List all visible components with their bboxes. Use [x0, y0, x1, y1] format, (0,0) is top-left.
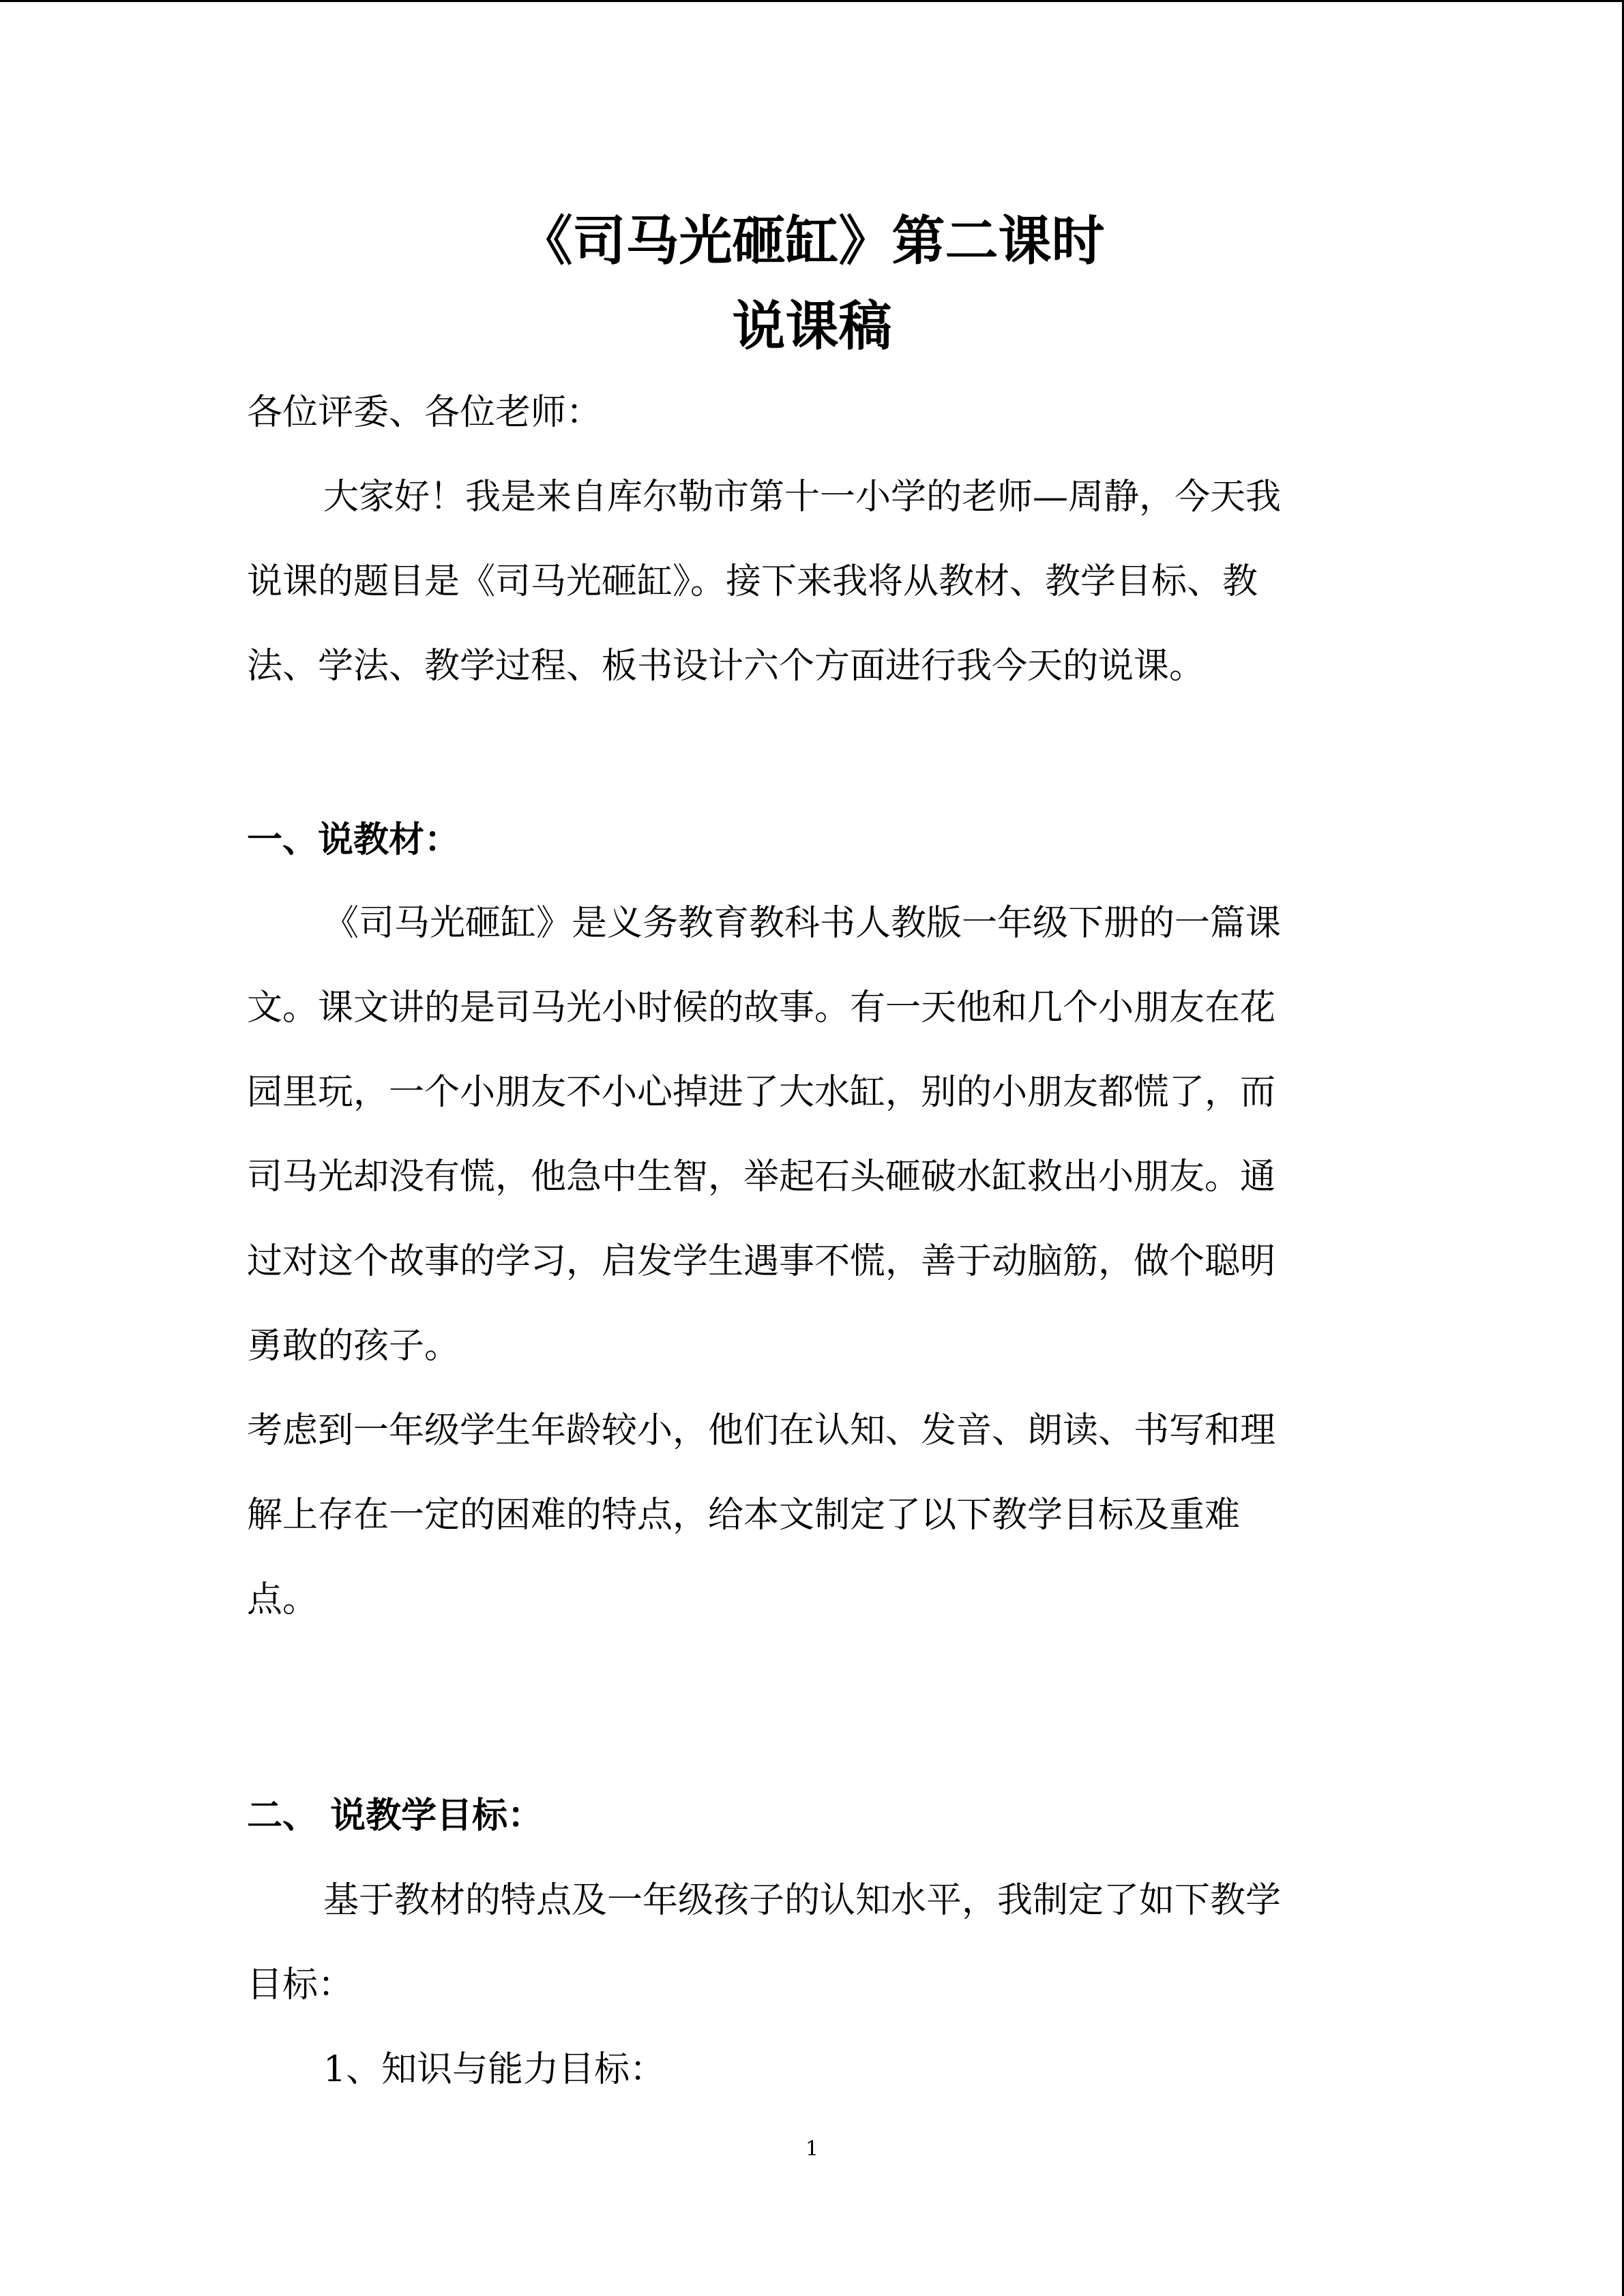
- textbook-paragraph-line: 司马光却没有慌，他急中生智，举起石头砸破水缸救出小朋友。通: [247, 1157, 1276, 1197]
- textbook-paragraph-line: 园里玩，一个小朋友不小心掉进了大水缸，别的小朋友都慌了，而: [247, 1072, 1276, 1113]
- page-number: 1: [805, 2137, 819, 2161]
- textbook-paragraph-line: 过对这个故事的学习，启发学生遇事不慌，善于动脑筋，做个聪明: [247, 1241, 1276, 1282]
- consideration-paragraph-line: 解上存在一定的困难的特点，给本文制定了以下教学目标及重难: [247, 1495, 1241, 1536]
- goals-paragraph-line: 基于教材的特点及一年级孩子的认知水平，我制定了如下教学: [323, 1880, 1282, 1921]
- intro-paragraph-line: 说课的题目是《司马光砸缸》。接下来我将从教材、教学目标、教: [247, 561, 1258, 602]
- document-title: 《司马光砸缸》第二课时: [519, 210, 1105, 272]
- intro-paragraph-line: 法、学法、教学过程、板书设计六个方面进行我今天的说课。: [247, 646, 1205, 687]
- goals-paragraph-line: 目标：: [247, 1965, 354, 2006]
- document-subtitle: 说课稿: [732, 295, 892, 357]
- intro-paragraph-line: 大家好！我是来自库尔勒市第十一小学的老师—周静，今天我: [323, 477, 1282, 518]
- goals-subheading: 1、知识与能力目标：: [323, 2049, 666, 2090]
- section-heading-textbook: 一、说教材：: [247, 819, 460, 861]
- section-heading-goals: 二、 说教学目标：: [247, 1795, 544, 1836]
- consideration-paragraph-line: 点。: [247, 1579, 319, 1620]
- textbook-paragraph-line: 《司马光砸缸》是义务教育教科书人教版一年级下册的一篇课: [323, 903, 1282, 944]
- salutation-line: 各位评委、各位老师：: [247, 392, 602, 433]
- consideration-paragraph-line: 考虑到一年级学生年龄较小，他们在认知、发音、朗读、书写和理: [247, 1410, 1276, 1451]
- textbook-paragraph-line: 勇敢的孩子。: [247, 1326, 460, 1367]
- textbook-paragraph-line: 文。课文讲的是司马光小时候的故事。有一天他和几个小朋友在花: [247, 987, 1276, 1028]
